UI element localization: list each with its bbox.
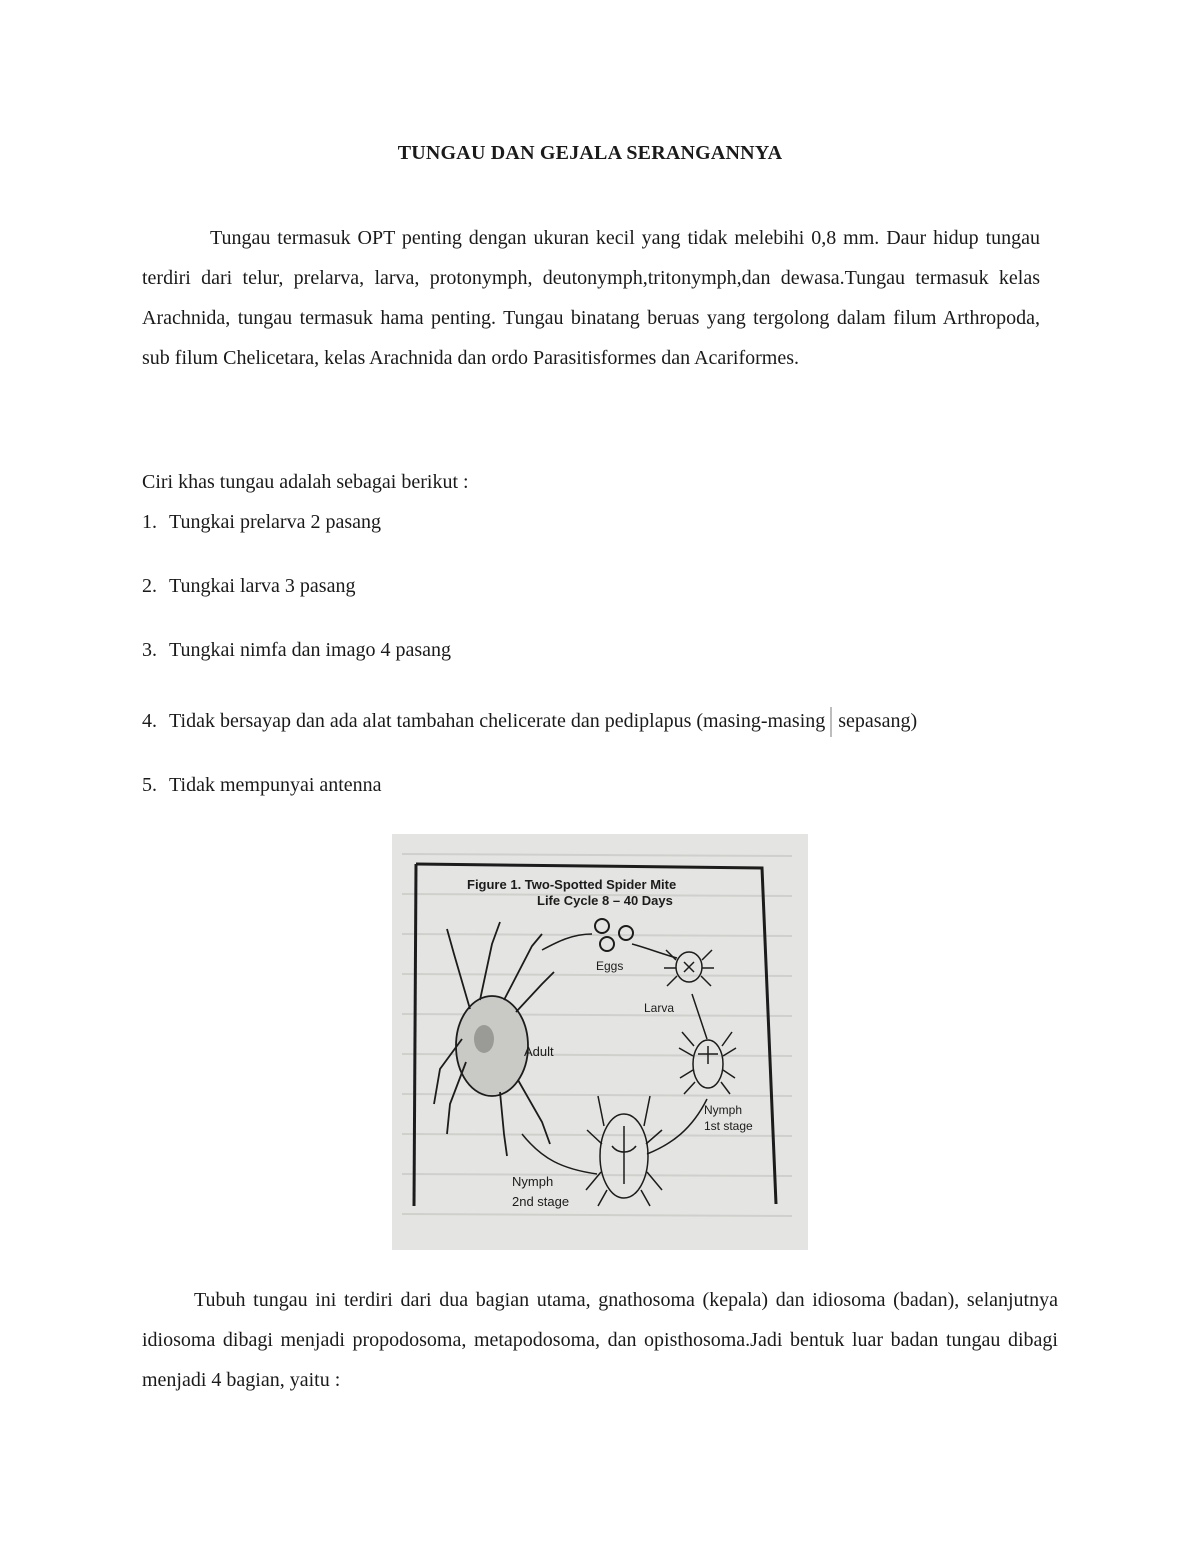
eggs-label: Eggs [596,959,624,973]
list-number: 2. [142,575,157,597]
document-title: TUNGAU DAN GEJALA SERANGANNYA [397,142,783,164]
larva-label: Larva [644,1001,675,1015]
list-item [142,636,451,664]
list-item-text-continued: sepasang) [838,710,918,732]
egg-icon [600,937,614,951]
adult-label: Adult [524,1044,554,1059]
egg-icon [619,926,633,940]
list-number: 1. [142,511,157,533]
list-item [142,572,355,600]
text-cursor [830,707,832,737]
list-item [142,707,917,737]
nymph-first-stage-icon [679,1032,736,1094]
list-item-text: Tidak bersayap dan ada alat tambahan chelicerate dan pediplapus (masing-masing [169,710,826,732]
nymph1-label-b: 1st stage [704,1119,753,1133]
figure-illustration [392,834,808,1250]
nymph2-label-a: Nymph [512,1174,554,1189]
list-item [142,508,381,536]
list-item [142,771,382,799]
nymph2-label-b: 2nd stage [512,1194,570,1209]
egg-icon [595,919,609,933]
figure-title-line1: Figure 1. Two-Spotted Spider Mite [467,877,677,892]
nymph1-label-a: Nymph [704,1103,743,1117]
list-item-text: Tidak mempunyai antenna [169,774,382,796]
list-item-text: Tungkai nimfa dan imago 4 pasang [169,639,452,661]
list-item-text: Tungkai prelarva 2 pasang [169,511,381,533]
list-number: 4. [142,710,157,732]
nymph-second-stage-icon [586,1096,662,1206]
list-item-text: Tungkai larva 3 pasang [169,575,356,597]
figure-title-line2: Life Cycle 8 – 40 Days [537,893,673,908]
list-intro: Ciri khas tungau adalah sebagai berikut : [142,471,469,493]
list-number: 3. [142,639,157,661]
list-number: 5. [142,774,157,796]
larva-icon [664,950,714,986]
mite-life-cycle-figure [392,834,808,1250]
intro-paragraph: Tungau termasuk OPT penting dengan ukuran kecil yang tidak melebihi 0,8 mm. Daur hidup tungau terdiri dari telur, prelarva, larva, protonymph, deutonymph,tritonymph,dan dewasa.Tungau termasuk kelas Arachnida, tungau termasuk hama penting. Tungau binatang beruas yang tergolong dalam filum Arthropoda, sub filum Chelicetara, kelas Arachnida dan ordo Parasitisformes dan Acariformes. [142,227,1040,369]
body-structure-paragraph: Tubuh tungau ini terdiri dari dua bagian utama, gnathosoma (kepala) dan idiosoma (badan), selanjutnya idiosoma dibagi menjadi propodosoma, metapodosoma, dan opisthosoma.Jadi bentuk luar badan tungau dibagi menjadi 4 bagian, yaitu : [142,1289,1058,1391]
adult-mite-icon [434,922,554,1156]
